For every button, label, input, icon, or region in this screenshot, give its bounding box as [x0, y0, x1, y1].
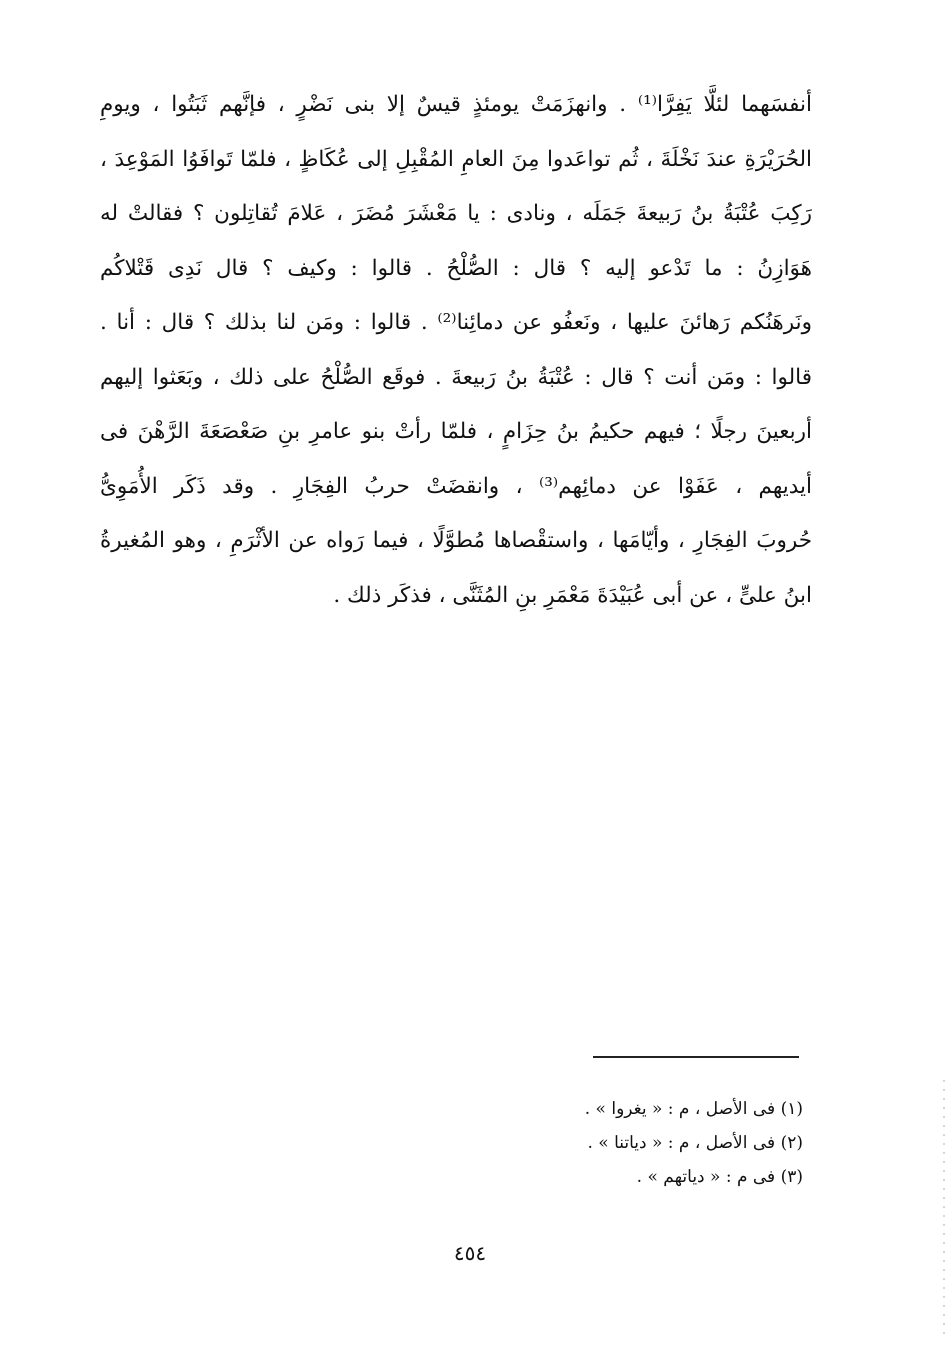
- text-line: رَكِبَ عُتْبَةُ بنُ رَبيعةَ جَمَلَه ، ونادى : يا مَعْشَرَ مُضَرَ ، عَلامَ تُقاتِلون ؟ فقالتْ له: [100, 201, 812, 226]
- text-line: هَوَازِنُ : ما تَدْعو إليه ؟ قال : الصُّلْحُ . قالوا : وكيف ؟ قال نَدِى قَتْلاكُم: [100, 255, 812, 281]
- text-line: أيديهم ، عَفَوْا عن دمائِهم⁽³⁾ ، وانقضَتْ حربُ الفِجَارِ . وقد ذَكَر الأُمَوِىُّ: [100, 473, 812, 499]
- scan-edge-artifact: [943, 1080, 945, 1340]
- text-line: أنفسَهما لئلَّا يَفِرَّا⁽¹⁾ . وانهزَمَتْ يومئذٍ قيسٌ إلا بنى نَضْرٍ ، فإنَّهم ثَبَتُوا ، ويومِ: [100, 92, 812, 117]
- footnote: (٢) فى الأصل ، م : « دياتنا » .: [587, 1133, 803, 1153]
- text-line: قالوا : ومَن أنت ؟ قال : عُتْبَةُ بنُ رَبيعةَ . فوقَع الصُّلْحُ على ذلك ، وبَعَثوا إليهم: [100, 364, 812, 390]
- page-number: ٤٥٤: [453, 1241, 487, 1265]
- footnote-separator: [593, 1056, 799, 1058]
- footnote: (١) فى الأصل ، م : « يغروا » .: [584, 1099, 803, 1119]
- footnotes: [585, 1092, 803, 1194]
- text-line: الحُرَيْرَةِ عندَ نَخْلَةَ ، ثُم تواعَدوا مِنَ العامِ المُقْبِلِ إلى عُكَاظٍ ، فلمّا تَوافَوُا المَوْعِدَ ،: [100, 146, 812, 172]
- text-line: أربعينَ رجلًا ؛ فيهم حكيمُ بنُ حِزَامٍ ، فلمّا رأتْ بنو عامرِ بنِ صَعْصَعَةَ الرَّهْنَ فى: [100, 419, 812, 444]
- text-line: ابنُ علىٍّ ، عن أبى عُبَيْدَةَ مَعْمَرِ بنِ المُثَنَّى ، فذكَر ذلك .: [333, 582, 812, 608]
- text-line: ونَرهَنُكم رَهائنَ عليها ، ونَعفُو عن دمائِنا⁽²⁾ . قالوا : ومَن لنا بذلك ؟ قال : أنا .: [100, 310, 812, 335]
- text-line: حُروبَ الفِجَارِ ، وأيّامَها ، واستقْصاها مُطوَّلًا ، فيما رَواه عن الأثْرَمِ ، وهو المُغيرةُ: [100, 528, 812, 553]
- footnote: (٣) فى م : « دياتهم » .: [636, 1167, 803, 1187]
- main-text: [100, 78, 812, 623]
